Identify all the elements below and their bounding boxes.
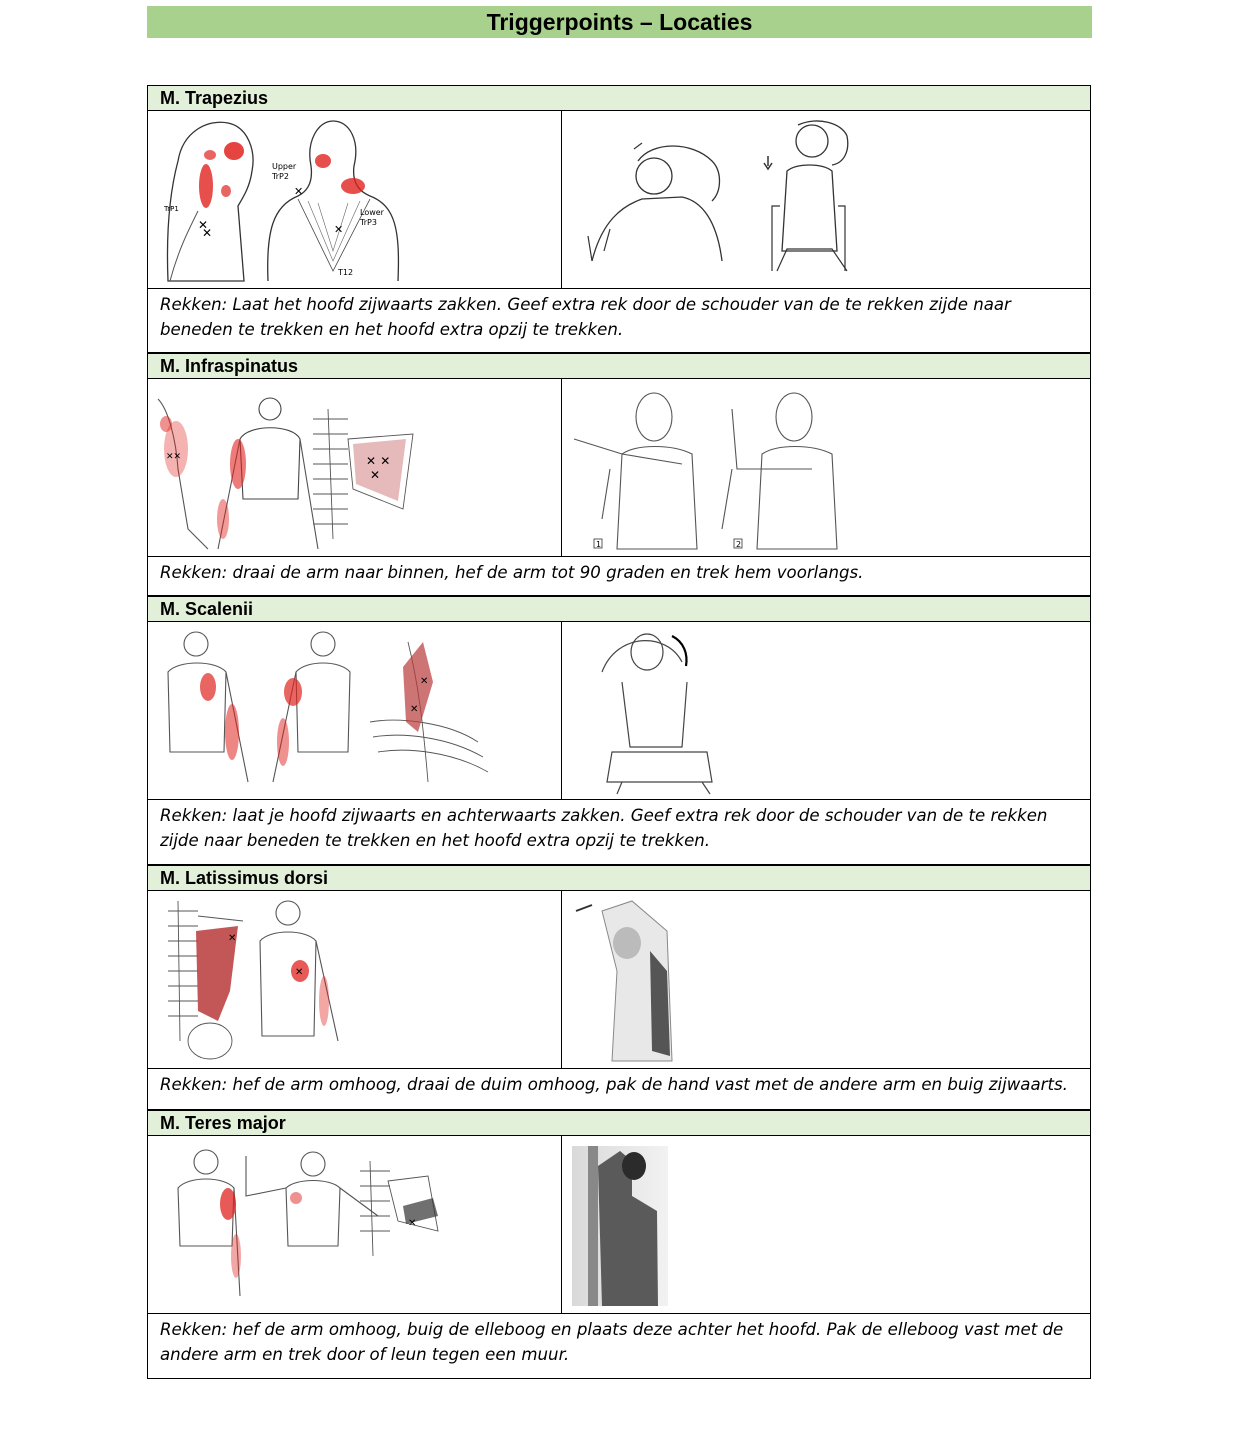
image-row-teres-major [147,1136,1091,1314]
section-header-latissimus-dorsi: M. Latissimus dorsi [147,865,1091,891]
stretch-photo [562,1136,1090,1313]
svg-text:✕: ✕ [294,185,304,198]
svg-text:✕: ✕ [202,226,213,240]
label-lower: Lower [360,208,384,217]
section-header-scalenii: M. Scalenii [147,596,1091,622]
trigger-point-illustration [148,891,561,1068]
svg-text:✕: ✕ [420,676,429,687]
trigger-point-illustration [148,379,561,556]
image-row-latissimus-dorsi [147,891,1091,1069]
stretch-description-teres-major: Rekken: hef de arm omhoog, buig de elleboog en plaats deze achter het hoofd. Pak de elleboog vast met de andere arm en trek door of leun tegen een muur. [147,1314,1091,1379]
section-header-trapezius: M. Trapezius [147,85,1091,111]
svg-text:✕: ✕ [408,1218,417,1229]
section-header-teres-major: M. Teres major [147,1110,1091,1136]
image-row-infraspinatus [147,379,1091,557]
stretch-illustration [562,891,1090,1068]
image-row-trapezius [147,111,1091,289]
trigger-point-illustration [148,622,561,799]
svg-text:✕: ✕ [370,468,381,482]
stretch-illustration [562,379,1090,556]
label-fig2: 2 [736,540,742,549]
label-upper-trp: TrP2 [272,172,289,181]
stretch-illustration [562,622,1090,799]
svg-text:✕: ✕ [410,704,419,715]
svg-text:✕: ✕ [295,967,304,978]
stretch-description-scalenii: Rekken: laat je hoofd zijwaarts en achterwaarts zakken. Geef extra rek door de schouder van de te rekken zijde naar beneden te trekken en het hoofd extra opzij te trekken. [147,800,1091,865]
label-t12: T12 [338,268,354,277]
svg-text:✕: ✕ [334,223,344,236]
stretch-description-trapezius: Rekken: Laat het hoofd zijwaarts zakken. Geef extra rek door de schouder van de te rekken zijde naar beneden te trekken en het hoofd extra opzij te trekken. [147,289,1091,353]
label-upper: Upper [272,162,297,171]
svg-text:✕ ✕: ✕ ✕ [366,454,391,468]
svg-text:✕: ✕ [198,218,209,232]
trigger-point-illustration [148,1136,561,1313]
image-row-scalenii [147,622,1091,800]
stretch-description-latissimus-dorsi: Rekken: hef de arm omhoog, draai de duim omhoog, pak de hand vast met de andere arm en buig zijwaarts. [147,1069,1091,1110]
svg-text:✕✕: ✕✕ [166,452,182,462]
label-trp1: TrP1 [164,205,179,213]
section-header-infraspinatus: M. Infraspinatus [147,353,1091,379]
trigger-point-illustration [148,111,561,288]
label-lower-trp: TrP3 [360,218,377,227]
svg-text:✕: ✕ [228,933,237,944]
stretch-description-infraspinatus: Rekken: draai de arm naar binnen, hef de arm tot 90 graden en trek hem voorlangs. [147,557,1091,596]
page-title: Triggerpoints – Locaties [147,6,1092,38]
label-fig1: 1 [596,540,602,549]
stretch-illustration [562,111,1090,288]
